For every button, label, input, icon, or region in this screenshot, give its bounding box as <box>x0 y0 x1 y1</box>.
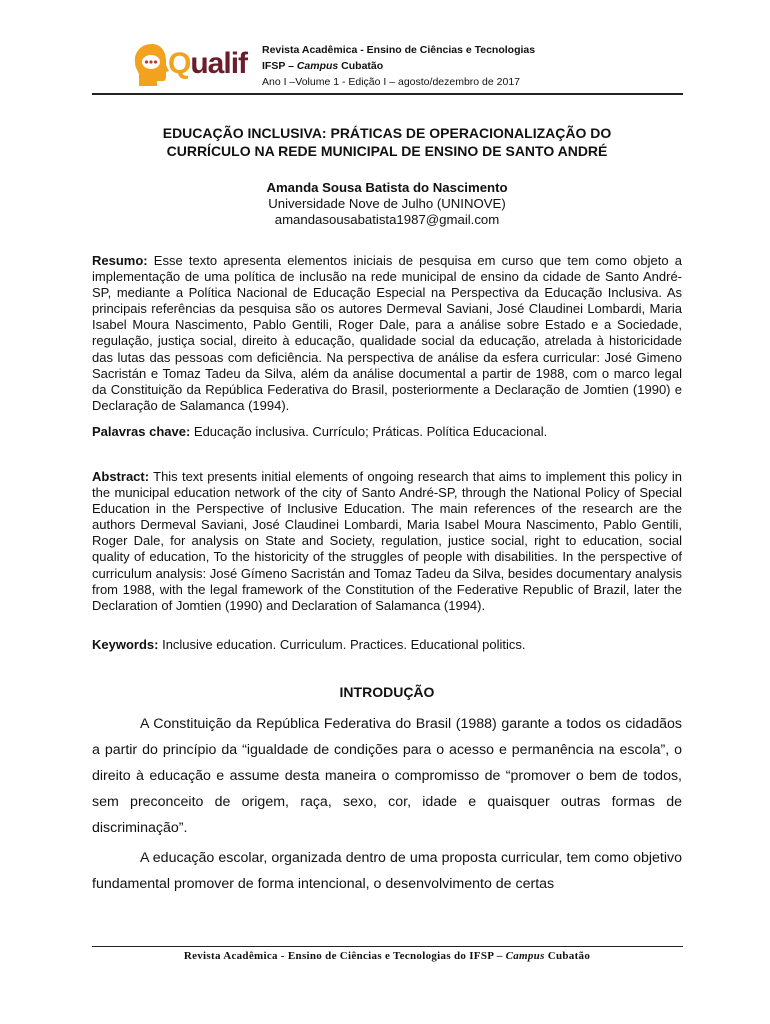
resumo-text: Esse texto apresenta elementos iniciais de pesquisa em curso que tem como objeto a implementação de uma política de inclusão na rede municipal de ensino da cidade de Santo André- SP, mediante a Política Nacional de Educação Especial na Perspectiva da Educação Inclusiva. As principais referências da pesquisa são os autores Dermeval Saviani, José Claudinei Lombardi, Maria Isabel Moura Nascimento, Pablo Gentili, Roger Dale, para a análise sobre Estado e a Sociedade, regulação, justiça social, direito à educação, qualidade social da educação, atrelada à historicidade das lutas das pessoas com deficiência. Na perspectiva de análise da esfera curricular: José Gimeno Sacristán e Tomaz Tadeu da Silva, além da análise documental a partir de 1988, com o marco legal da Constituição da República Federativa do Brasil, posteriormente a Declaração de Jomtien (1990) e Declaração de Salamanca (1994). <box>92 253 682 413</box>
logo-letter-q: Q <box>168 47 191 80</box>
resumo-label: Resumo: <box>92 253 148 268</box>
title-line-1: EDUCAÇÃO INCLUSIVA: PRÁTICAS DE OPERACIONALIZAÇÃO DO <box>162 125 612 141</box>
abstract-text: This text presents initial elements of ongoing research that aims to implement this policy in the municipal education network of the city of Santo André-SP, through the National Policy of Special Education in the Perspective of Inclusive Education. The main references of the research are the authors Dermeval Saviani, José Claudinei Lombardi, Maria Isabel Moura Nascimento, Pablo Gentili, Roger Dale, for analysis on State and Society, regulation, justice social, right to education, social quality of education, To the historicity of the struggles of people with disabilities. In the perspective of curriculum analysis: José Gímeno Sacristán and Tomaz Tadeu da Silva, besides documentary analysis from 1988, with the legal framework of the Constitution of the Federative Republic of Brazil, later the Declaration of Jomtien (1990) and Declaration of Salamanca (1994). <box>92 469 682 613</box>
journal-issue: Ano I –Volume 1 - Edição I – agosto/dezembro de 2017 <box>262 76 521 88</box>
author-name: Amanda Sousa Batista do Nascimento <box>266 180 508 195</box>
intro-paragraph-2: A educação escolar, organizada dentro de uma proposta curricular, tem como objetivo fundamental promover de forma intencional, o desenvolvimento de certas <box>92 850 682 892</box>
page-footer <box>92 950 682 962</box>
palavras-chave-paragraph <box>92 424 682 440</box>
institution-prefix: IFSP – <box>262 60 297 72</box>
author-affiliation: Universidade Nove de Julho (UNINOVE) <box>268 196 506 211</box>
footer-suffix: Cubatão <box>544 950 591 962</box>
section-title-introducao: INTRODUÇÃO <box>339 684 435 700</box>
journal-name: Revista Acadêmica - Ensino de Ciências e Tecnologias <box>262 44 536 56</box>
title-line-2: CURRÍCULO NA REDE MUNICIPAL DE ENSINO DE SANTO ANDRÉ <box>166 143 608 159</box>
journal-header <box>92 38 682 94</box>
keywords-paragraph <box>92 637 682 653</box>
footer-divider <box>92 946 683 947</box>
logo-letters-ualif: ualif <box>190 47 248 80</box>
palavras-chave-label: Palavras chave: <box>92 424 191 439</box>
resumo-paragraph <box>92 253 682 414</box>
abstract-paragraph <box>92 469 682 614</box>
intro-paragraph-1: A Constituição da República Federativa do Brasil (1988) garante a todos os cidadãos a partir do princípio da “igualdade de condições para o acesso e permanência na escola”, o direito à educação e assume desta maneira o compromisso de “promover o bem de todos, sem preconceito de origem, raça, sexo, cor, idade e quaisquer outras formas de discriminação”. <box>92 716 682 836</box>
logo-wordmark <box>168 46 247 82</box>
article-title <box>92 124 682 160</box>
header-divider <box>92 93 683 95</box>
footer-prefix: Revista Acadêmica - Ensino de Ciências e Tecnologias do IFSP – <box>183 950 506 962</box>
keywords-label: Keywords: <box>92 637 159 652</box>
qualif-logo <box>128 40 248 90</box>
author-block <box>92 180 682 228</box>
footer-campus: Campus <box>505 950 545 962</box>
abstract-label: Abstract: <box>92 469 150 484</box>
journal-institution <box>262 58 535 74</box>
institution-suffix: Cubatão <box>338 60 384 72</box>
institution-campus: Campus <box>296 60 339 72</box>
palavras-chave-text: Educação inclusiva. Currículo; Práticas. Política Educacional. <box>190 424 548 439</box>
keywords-text: Inclusive education. Curriculum. Practices. Educational politics. <box>158 637 526 652</box>
author-email: amandasousabatista1987@gmail.com <box>274 212 500 227</box>
journal-info <box>262 42 535 90</box>
